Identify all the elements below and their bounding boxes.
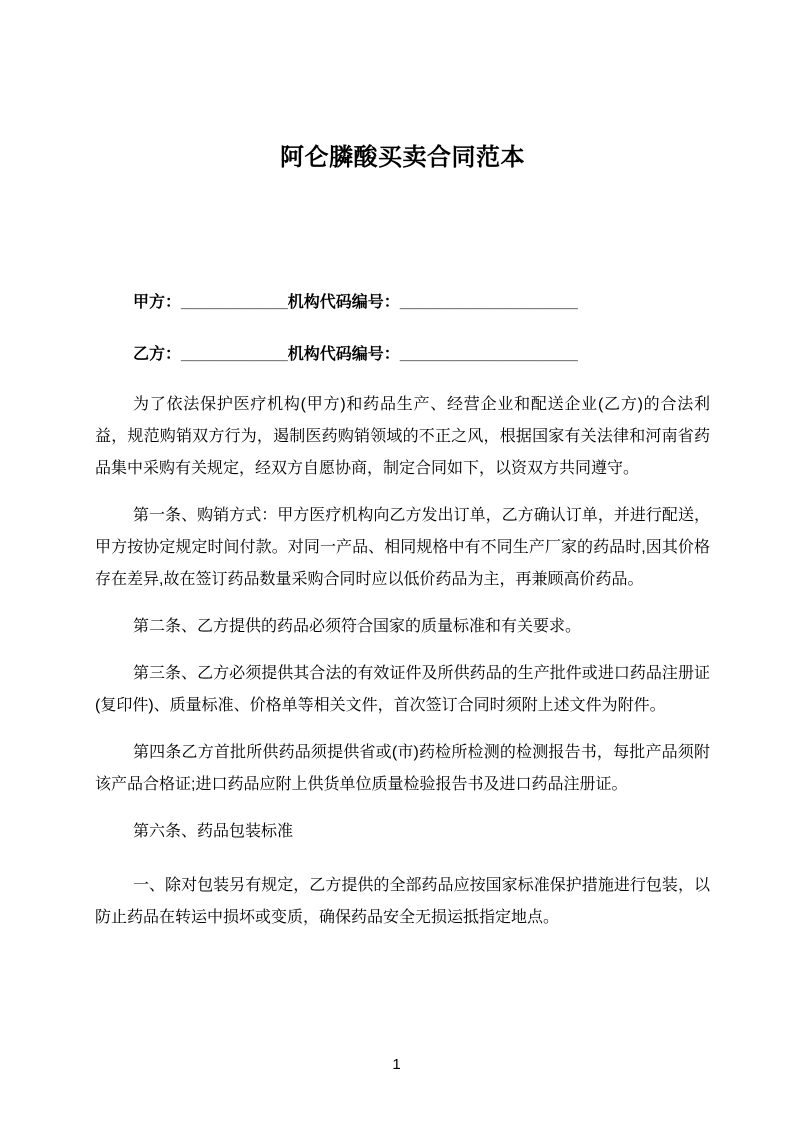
party-b-code-label: 机构代码编号： <box>287 346 400 363</box>
party-section <box>95 287 710 371</box>
paragraph-clause-2: 第二条、乙方提供的药品必须符合国家的质量标准和有关要求。 <box>133 618 582 635</box>
party-a-label: 甲方： <box>133 294 182 311</box>
paragraph-clause-6-heading: 第六条、药品包装标准 <box>133 823 294 840</box>
paragraph-clause-1: 第一条、购销方式：甲方医疗机构向乙方发出订单，乙方确认订单，并进行配送，甲方按协定规定时间付款。对同一产品、相同规格中有不同生产厂家的药品时,因其价格存在差异,故在签订药品数量采购合同时应以低价药品为主，再兼顾高价药品。 <box>95 507 710 588</box>
party-b-label: 乙方： <box>133 346 182 363</box>
party-a-code-blank: ____________________ <box>399 294 578 311</box>
paragraph-clause-4: 第四条乙方首批所供药品须提供省或(市)药检所检测的检测报告书，每批产品须附该产品合格证;进口药品应附上供货单位质量检验报告书及进口药品注册证。 <box>95 744 710 793</box>
party-a-line <box>133 287 710 319</box>
party-a-name-blank: ____________ <box>181 294 288 311</box>
paragraph-packaging-item-1: 一、除对包装另有规定，乙方提供的全部药品应按国家标准保护措施进行包装，以防止药品在转运中损坏或变质，确保药品安全无损运抵指定地点。 <box>95 877 710 926</box>
page-number: 1 <box>392 1056 401 1073</box>
paragraph-clause-3: 第三条、乙方必须提供其合法的有效证件及所供药品的生产批件或进口药品注册证(复印件)、质量标准、价格单等相关文件，首次签订合同时须附上述文件为附件。 <box>95 665 710 714</box>
party-a-code-label: 机构代码编号： <box>287 294 400 311</box>
party-b-code-blank: ____________________ <box>399 346 578 363</box>
party-b-line <box>133 339 710 371</box>
paragraph-preamble: 为了依法保护医疗机构(甲方)和药品生产、经营企业和配送企业(乙方)的合法利益，规范购销双方行为，遏制医药购销领域的不正之风，根据国家有关法律和河南省药品集中采购有关规定，经双方自愿协商，制定合同如下，以资双方共同遵守。 <box>95 396 710 477</box>
party-b-name-blank: ____________ <box>181 346 288 363</box>
document-title: 阿仑膦酸买卖合同范本 <box>280 144 525 171</box>
